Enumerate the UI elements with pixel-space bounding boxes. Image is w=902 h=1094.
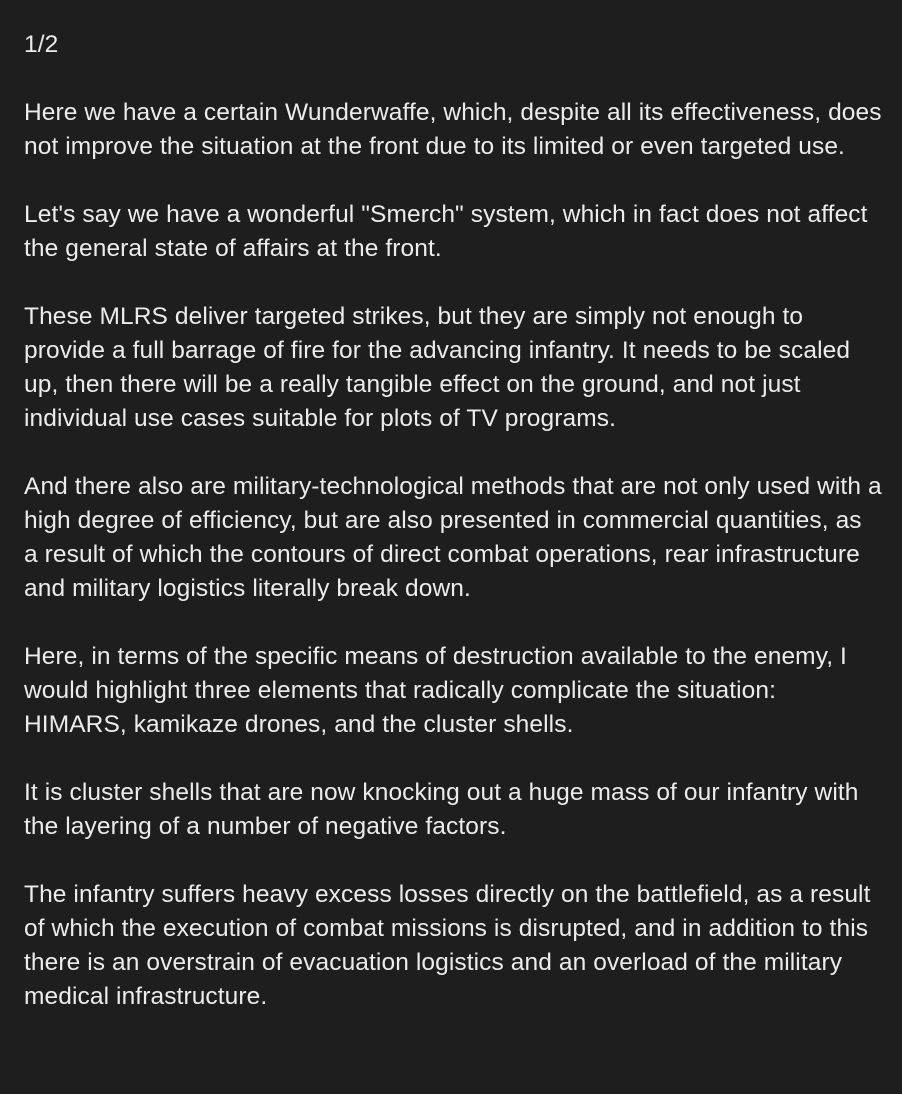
note-page-counter: 1/2 [24,31,59,58]
note-paragraph: Here, in terms of the specific means of destruction available to the enemy, I would highlight three elements that radically complicate the situation: HIMARS, kamikaze drones, and the cluster shells. [24,643,847,738]
note-paragraph: It is cluster shells that are now knocking out a huge mass of our infantry with the layering of a number of negative factors. [24,779,859,840]
note-paragraph: These MLRS deliver targeted strikes, but they are simply not enough to provide a full barrage of fire for the advancing infantry. It needs to be scaled up, then there will be a really tangible effect on the ground, and not just individual use cases suitable for plots of TV programs. [24,303,851,432]
note-paragraph: Here we have a certain Wunderwaffe, which, despite all its effectiveness, does not improve the situation at the front due to its limited or even targeted use. [24,99,882,160]
note-paragraph: Let's say we have a wonderful "Smerch" system, which in fact does not affect the general state of affairs at the front. [24,201,868,262]
note-paragraph: And there also are military-technological methods that are not only used with a high degree of efficiency, but are also presented in commercial quantities, as a result of which the contours of direct combat operations, rear infrastructure and military logistics literally break down. [24,473,882,602]
note-paragraph: The infantry suffers heavy excess losses directly on the battlefield, as a result of which the execution of combat missions is disrupted, and in addition to this there is an overstrain of evacuation logistics and an overload of the military medical infrastructure. [24,881,871,1010]
